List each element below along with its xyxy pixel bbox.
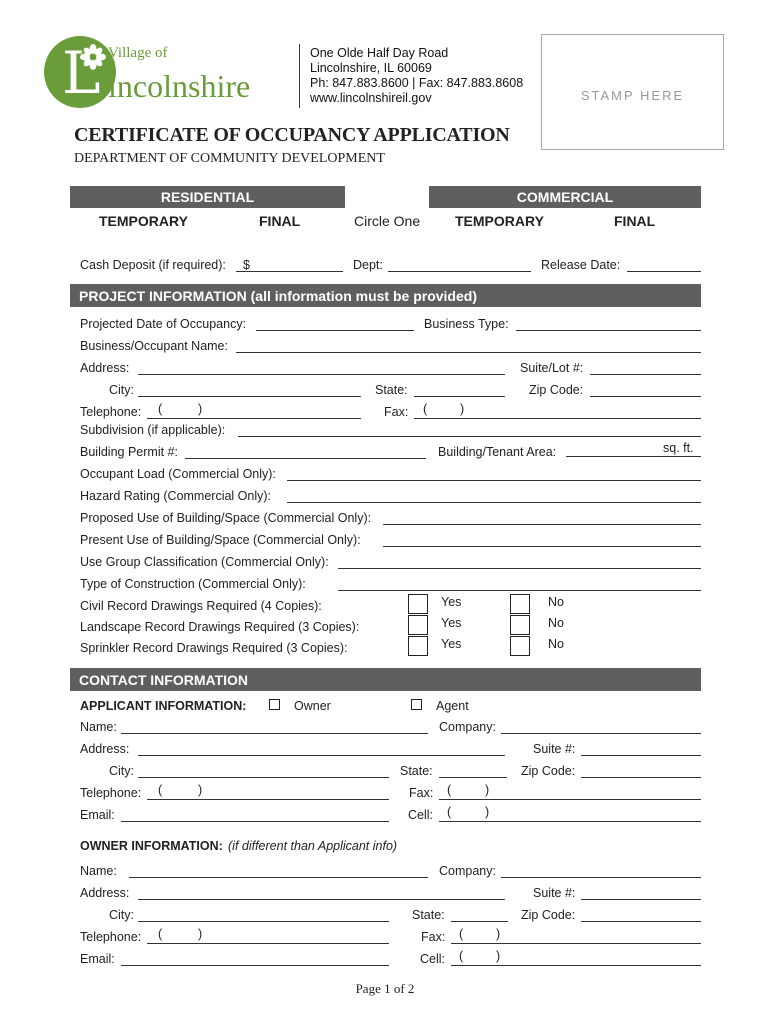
area-code-open: ( xyxy=(459,949,464,963)
owner-zip-label: Zip Code: xyxy=(521,908,576,922)
page-number: Page 1 of 2 xyxy=(355,981,415,996)
page-title: CERTIFICATE OF OCCUPANCY APPLICATION xyxy=(74,124,510,146)
present-use-label: Present Use of Building/Space (Commercial Only): xyxy=(80,533,361,547)
use-group-field[interactable] xyxy=(338,568,701,569)
area-code-open: ( xyxy=(158,402,163,416)
occupant-load-label: Occupant Load (Commercial Only): xyxy=(80,467,276,481)
owner-address-field[interactable] xyxy=(138,899,505,900)
zip-code-field[interactable] xyxy=(590,396,701,397)
address-line: One Olde Half Day Road xyxy=(310,46,449,60)
owner-company-label: Company: xyxy=(439,864,496,878)
yes-label: Yes xyxy=(441,616,462,630)
residential-header: RESIDENTIAL xyxy=(70,186,345,208)
area-code-close: ) xyxy=(496,949,501,963)
telephone-label: Telephone: xyxy=(80,405,142,419)
present-use-field[interactable] xyxy=(383,546,701,547)
agent-label: Agent xyxy=(436,699,469,713)
construction-type-field[interactable] xyxy=(338,590,701,591)
owner-zip-field[interactable] xyxy=(581,921,701,922)
logo-initial: L xyxy=(62,39,101,107)
owner-telephone-label: Telephone: xyxy=(80,930,142,944)
applicant-information-label: APPLICANT INFORMATION: xyxy=(80,699,247,713)
commercial-header: COMMERCIAL xyxy=(429,186,701,208)
zip-code-label: Zip Code: xyxy=(529,383,584,397)
sprinkler-no-checkbox[interactable] xyxy=(510,636,530,656)
dollar-sign: $ xyxy=(243,258,250,272)
construction-type-label: Type of Construction (Commercial Only): xyxy=(80,577,306,591)
applicant-state-field[interactable] xyxy=(439,777,507,778)
applicant-name-label: Name: xyxy=(80,720,117,734)
area-code-close: ) xyxy=(198,783,203,797)
applicant-fax-label: Fax: xyxy=(409,786,434,800)
applicant-zip-label: Zip Code: xyxy=(521,764,576,778)
applicant-address-field[interactable] xyxy=(138,755,505,756)
area-code-close: ) xyxy=(485,783,490,797)
area-code-open: ( xyxy=(447,805,452,819)
fax-field[interactable] xyxy=(414,418,701,419)
owner-label: Owner xyxy=(294,699,331,713)
contact-information-header: CONTACT INFORMATION xyxy=(70,668,701,691)
building-area-field[interactable] xyxy=(566,456,701,457)
owner-name-label: Name: xyxy=(80,864,117,878)
agent-checkbox[interactable] xyxy=(411,699,422,710)
residential-final-option[interactable]: FINAL xyxy=(259,213,301,229)
owner-email-field[interactable] xyxy=(121,965,389,966)
address-line: Lincolnshire, IL 60069 xyxy=(310,61,432,75)
projected-date-label: Projected Date of Occupancy: xyxy=(80,317,247,331)
sqft-label: sq. ft. xyxy=(663,441,694,455)
sprinkler-yes-checkbox[interactable] xyxy=(408,636,428,656)
dept-field[interactable] xyxy=(388,271,531,272)
applicant-suite-label: Suite #: xyxy=(533,742,576,756)
proposed-use-label: Proposed Use of Building/Space (Commercial Only): xyxy=(80,511,372,525)
sprinkler-drawings-label: Sprinkler Record Drawings Required (3 Copies): xyxy=(80,641,348,655)
area-code-open: ( xyxy=(459,927,464,941)
header-divider xyxy=(299,44,300,108)
landscape-drawings-label: Landscape Record Drawings Required (3 Copies): xyxy=(80,620,360,634)
owner-state-label: State: xyxy=(412,908,445,922)
owner-name-field[interactable] xyxy=(129,877,428,878)
stamp-box[interactable] xyxy=(541,34,724,150)
suite-lot-field[interactable] xyxy=(590,374,701,375)
applicant-state-label: State: xyxy=(400,764,433,778)
landscape-no-checkbox[interactable] xyxy=(510,615,530,635)
village-address xyxy=(310,46,523,106)
projected-date-field[interactable] xyxy=(256,330,414,331)
owner-cell-field[interactable] xyxy=(451,965,701,966)
applicant-cell-field[interactable] xyxy=(439,821,701,822)
commercial-final-option[interactable]: FINAL xyxy=(614,213,656,229)
subdivision-label: Subdivision (if applicable): xyxy=(80,423,226,437)
stamp-label: STAMP HERE xyxy=(580,88,685,103)
owner-information-label: OWNER INFORMATION: xyxy=(80,839,223,853)
cash-deposit-label: Cash Deposit (if required): xyxy=(80,258,226,272)
building-permit-label: Building Permit #: xyxy=(80,445,178,459)
cash-deposit-field[interactable] xyxy=(236,271,343,272)
applicant-name-field[interactable] xyxy=(121,733,428,734)
applicant-email-label: Email: xyxy=(80,808,115,822)
applicant-city-label: City: xyxy=(109,764,134,778)
owner-address-label: Address: xyxy=(80,886,130,900)
village-logo xyxy=(42,36,292,112)
applicant-telephone-label: Telephone: xyxy=(80,786,142,800)
fax-label: Fax: xyxy=(384,405,409,419)
civil-no-checkbox[interactable] xyxy=(510,594,530,614)
applicant-cell-label: Cell: xyxy=(408,808,434,822)
residential-temporary-option[interactable]: TEMPORARY xyxy=(99,213,188,229)
logo-village-of: Village of xyxy=(108,45,168,61)
building-area-label: Building/Tenant Area: xyxy=(438,445,557,459)
business-type-field[interactable] xyxy=(516,330,701,331)
owner-email-label: Email: xyxy=(80,952,115,966)
no-label: No xyxy=(548,637,564,651)
hazard-rating-label: Hazard Rating (Commercial Only): xyxy=(80,489,272,503)
owner-suite-field[interactable] xyxy=(581,899,701,900)
subdivision-field[interactable] xyxy=(238,436,701,437)
telephone-field[interactable] xyxy=(147,418,361,419)
business-name-label: Business/Occupant Name: xyxy=(80,339,228,353)
use-group-label: Use Group Classification (Commercial Only): xyxy=(80,555,329,569)
yes-label: Yes xyxy=(441,637,462,651)
occupant-load-field[interactable] xyxy=(287,480,701,481)
state-label: State: xyxy=(375,383,408,397)
owner-fax-field[interactable] xyxy=(451,943,701,944)
landscape-yes-checkbox[interactable] xyxy=(408,615,428,635)
no-label: No xyxy=(548,616,564,630)
business-type-label: Business Type: xyxy=(424,317,509,331)
project-information-header: PROJECT INFORMATION (all information must be provided) xyxy=(70,284,701,307)
owner-cell-label: Cell: xyxy=(420,952,446,966)
building-permit-field[interactable] xyxy=(185,458,426,459)
owner-information-note: (if different than Applicant info) xyxy=(228,839,398,853)
area-code-close: ) xyxy=(198,402,203,416)
address-line: Ph: 847.883.8600 | Fax: 847.883.8608 xyxy=(310,76,524,90)
owner-city-field[interactable] xyxy=(138,921,389,922)
website-link: www.lincolnshireil.gov xyxy=(310,91,432,105)
commercial-temporary-option[interactable]: TEMPORARY xyxy=(455,213,544,229)
owner-checkbox[interactable] xyxy=(269,699,280,710)
applicant-company-label: Company: xyxy=(439,720,496,734)
owner-city-label: City: xyxy=(109,908,134,922)
applicant-fax-field[interactable] xyxy=(439,799,701,800)
applicant-telephone-field[interactable] xyxy=(147,799,389,800)
owner-suite-label: Suite #: xyxy=(533,886,576,900)
city-field[interactable] xyxy=(138,396,361,397)
circle-one-label: Circle One xyxy=(354,213,421,229)
owner-company-field[interactable] xyxy=(501,877,701,878)
no-label: No xyxy=(548,595,564,609)
area-code-open: ( xyxy=(158,927,163,941)
area-code-close: ) xyxy=(485,805,490,819)
release-date-label: Release Date: xyxy=(541,258,621,272)
area-code-open: ( xyxy=(447,783,452,797)
yes-label: Yes xyxy=(441,595,462,609)
area-code-close: ) xyxy=(496,927,501,941)
address-field[interactable] xyxy=(138,374,505,375)
civil-yes-checkbox[interactable] xyxy=(408,594,428,614)
applicant-email-field[interactable] xyxy=(121,821,389,822)
address-label: Address: xyxy=(80,361,130,375)
hazard-rating-field[interactable] xyxy=(287,502,701,503)
applicant-address-label: Address: xyxy=(80,742,130,756)
applicant-suite-field[interactable] xyxy=(581,755,701,756)
state-field[interactable] xyxy=(414,396,505,397)
release-date-field[interactable] xyxy=(627,271,701,272)
proposed-use-field[interactable] xyxy=(383,524,701,525)
civil-drawings-label: Civil Record Drawings Required (4 Copies): xyxy=(80,599,322,613)
area-code-close: ) xyxy=(460,402,465,416)
suite-lot-label: Suite/Lot #: xyxy=(520,361,584,375)
owner-telephone-field[interactable] xyxy=(147,943,389,944)
logo-name: incolnshire xyxy=(108,68,251,104)
owner-fax-label: Fax: xyxy=(421,930,446,944)
area-code-close: ) xyxy=(198,927,203,941)
applicant-city-field[interactable] xyxy=(138,777,389,778)
business-name-field[interactable] xyxy=(236,352,701,353)
area-code-open: ( xyxy=(423,402,428,416)
page-subtitle: DEPARTMENT OF COMMUNITY DEVELOPMENT xyxy=(74,151,385,166)
applicant-company-field[interactable] xyxy=(501,733,701,734)
applicant-zip-field[interactable] xyxy=(581,777,701,778)
owner-state-field[interactable] xyxy=(451,921,508,922)
city-label: City: xyxy=(109,383,134,397)
dept-label: Dept: xyxy=(353,258,383,272)
area-code-open: ( xyxy=(158,783,163,797)
